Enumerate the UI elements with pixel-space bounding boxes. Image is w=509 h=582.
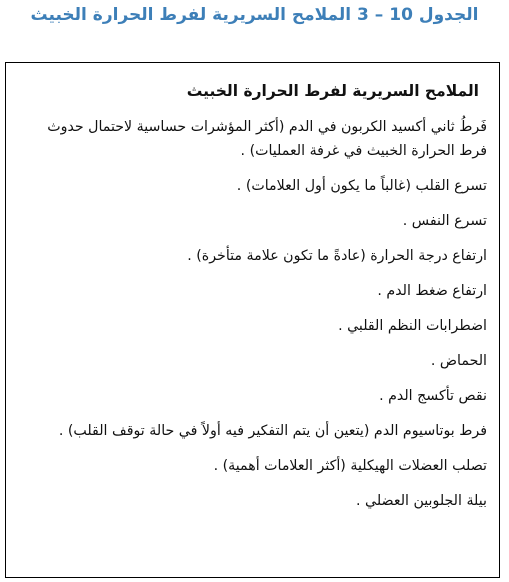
list-item: تصلب العضلات الهيكلية (أكثر العلامات أهمية) . (213, 458, 487, 474)
clinical-features-table (5, 62, 500, 578)
list-item: ارتفاع ضغط الدم . (377, 283, 487, 299)
list-item: بيلة الجلوبين العضلي . (356, 493, 487, 509)
features-list (16, 115, 487, 524)
list-item: اضطرابات النظم القلبي . (338, 318, 487, 334)
list-item: ارتفاع درجة الحرارة (عادةً ما تكون علامة متأخرة) . (187, 248, 487, 264)
list-item: الحماض . (430, 353, 487, 369)
list-item: فَرطُ ثاني أكسيد الكربون في الدم (أكثر المؤشرات حساسية لاحتمال حدوث فرط الحرارة الخبيث في غرفة العمليات) . (47, 119, 487, 159)
table-caption: الجدول 10 – 3 الملامح السريرية لفرط الحرارة الخبيث (30, 5, 479, 25)
list-item: فرط بوتاسيوم الدم (يتعين أن يتم التفكير فيه أولاً في حالة توقف القلب) . (58, 423, 487, 439)
list-item: تسرع القلب (غالباً ما يكون أول العلامات) . (236, 178, 487, 194)
table-heading: الملامح السريرية لفرط الحرارة الخبيث (186, 82, 479, 100)
list-item: نقص تأكسج الدم . (379, 388, 487, 404)
list-item: تسرع النفس . (402, 213, 487, 229)
